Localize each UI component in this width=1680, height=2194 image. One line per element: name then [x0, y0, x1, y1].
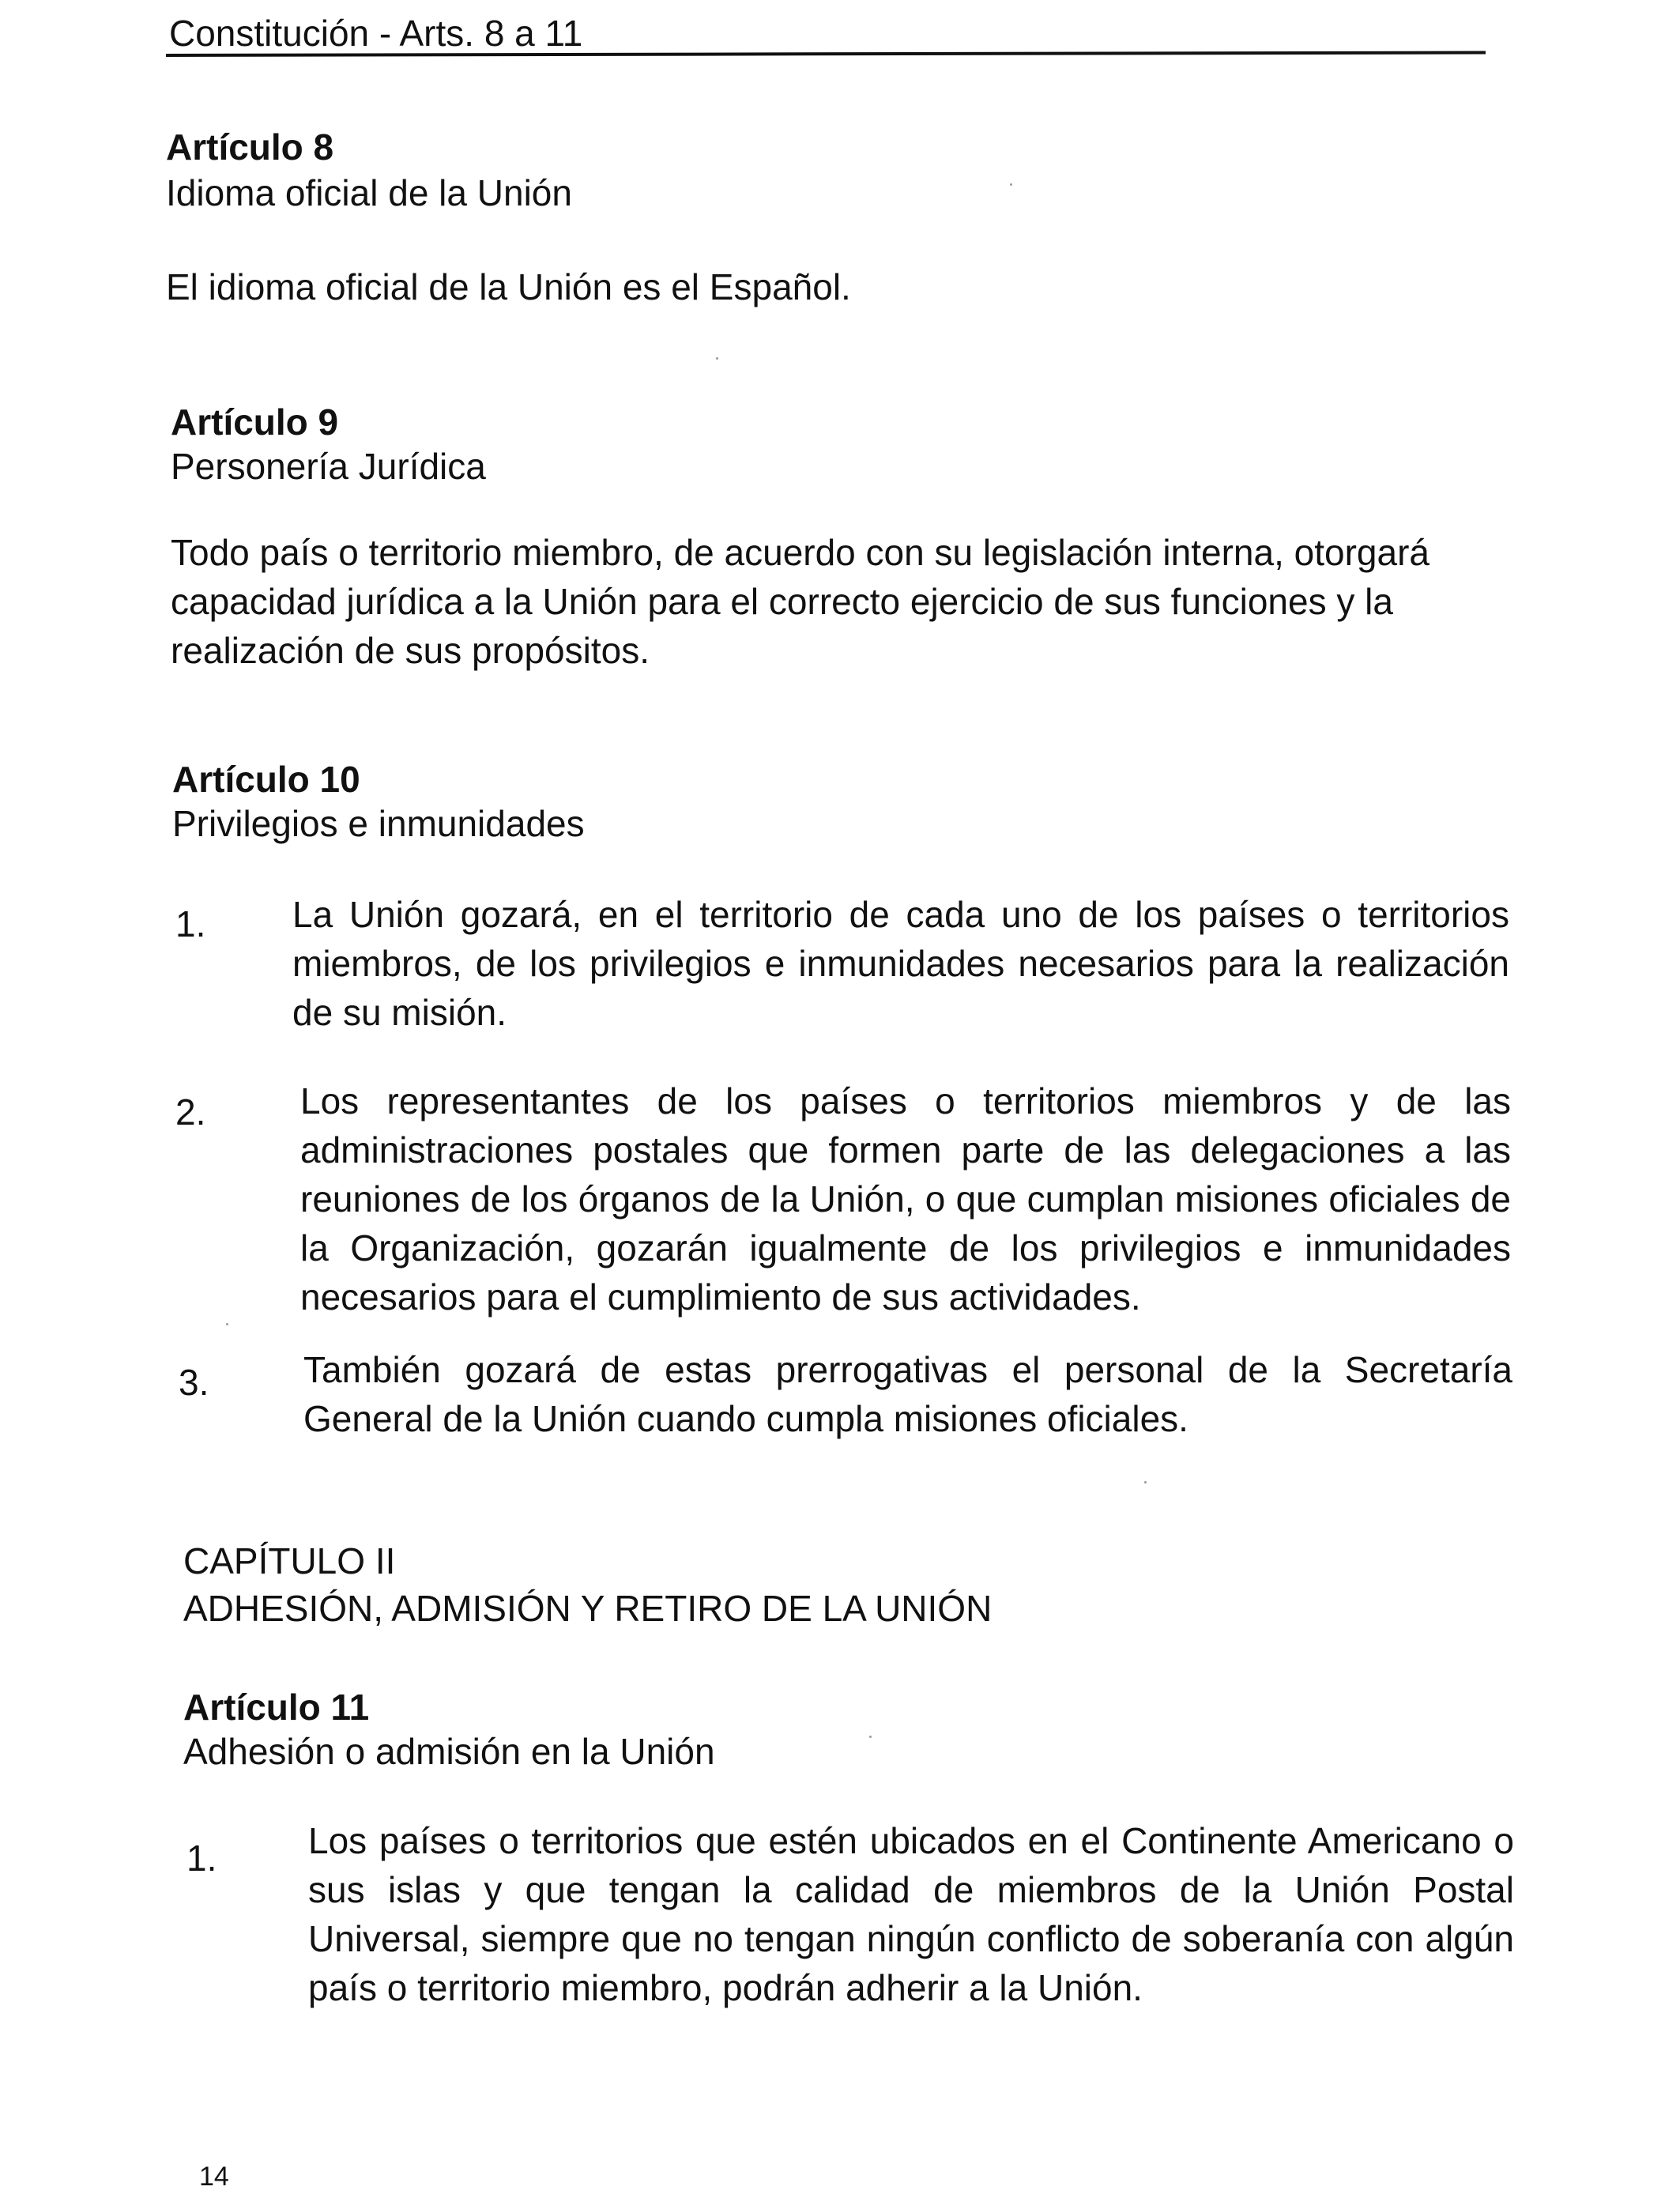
page-number: 14	[199, 2162, 229, 2192]
article-10-item-3-number: 3.	[179, 1362, 209, 1403]
article-11-item-1-text: Los países o territorios que estén ubicados en el Continente Americano o sus islas y que tengan la calidad de miembros de la Unión Postal Universal, siempre que no tengan ningún conflicto de soberanía con algún país o territorio miembro, podrán adherir a la Unión.	[308, 1820, 1514, 2008]
running-header: Constitución - Arts. 8 a 11	[169, 13, 583, 54]
article-8-subtitle: Idioma oficial de la Unión	[166, 172, 572, 213]
article-8-text: El idioma oficial de la Unión es el Español.	[166, 266, 851, 307]
article-10-item-1-text: La Unión gozará, en el territorio de cada uno de los países o territorios miembros, de los privilegios e inmunidades necesarios para la realización de su misión.	[292, 894, 1509, 1033]
article-11-title: Artículo 11	[183, 1687, 370, 1728]
article-10-item-3-text: También gozará de estas prerrogativas el personal de la Secretaría General de la Unión cuando cumpla misiones oficiales.	[303, 1349, 1512, 1439]
article-10-item-2-number: 2.	[175, 1091, 206, 1133]
scan-speck	[1010, 183, 1012, 186]
scan-speck	[1144, 1481, 1147, 1483]
article-9-text: Todo país o territorio miembro, de acuerdo con su legislación interna, otorgará capacidad jurídica a la Unión para el correcto ejercicio de sus funciones y la realización de sus propósitos.	[171, 532, 1430, 671]
article-9-title: Artículo 9	[171, 401, 339, 443]
article-10-item-2-text: Los representantes de los países o territorios miembros y de las administraciones postales que formen parte de las delegaciones a las reuniones de los órganos de la Unión, o que cumplan misiones oficiales de la Organización, gozarán igualmente de los privilegios e inmunidades necesarios para el cumplimiento de sus actividades.	[300, 1080, 1511, 1318]
article-10-title: Artículo 10	[172, 759, 360, 800]
article-8-title: Artículo 8	[166, 126, 334, 168]
scan-speck	[716, 357, 718, 360]
article-10-item-1-number: 1.	[175, 903, 206, 944]
article-11-item-1-number: 1.	[186, 1838, 217, 1879]
scan-speck	[869, 1736, 872, 1738]
chapter-title: ADHESIÓN, ADMISIÓN Y RETIRO DE LA UNIÓN	[183, 1588, 993, 1629]
article-11-subtitle: Adhesión o admisión en la Unión	[183, 1731, 715, 1772]
article-10-subtitle: Privilegios e inmunidades	[172, 803, 585, 844]
chapter-label: CAPÍTULO II	[183, 1540, 396, 1581]
scan-speck	[226, 1323, 228, 1325]
article-9-subtitle: Personería Jurídica	[171, 446, 486, 487]
